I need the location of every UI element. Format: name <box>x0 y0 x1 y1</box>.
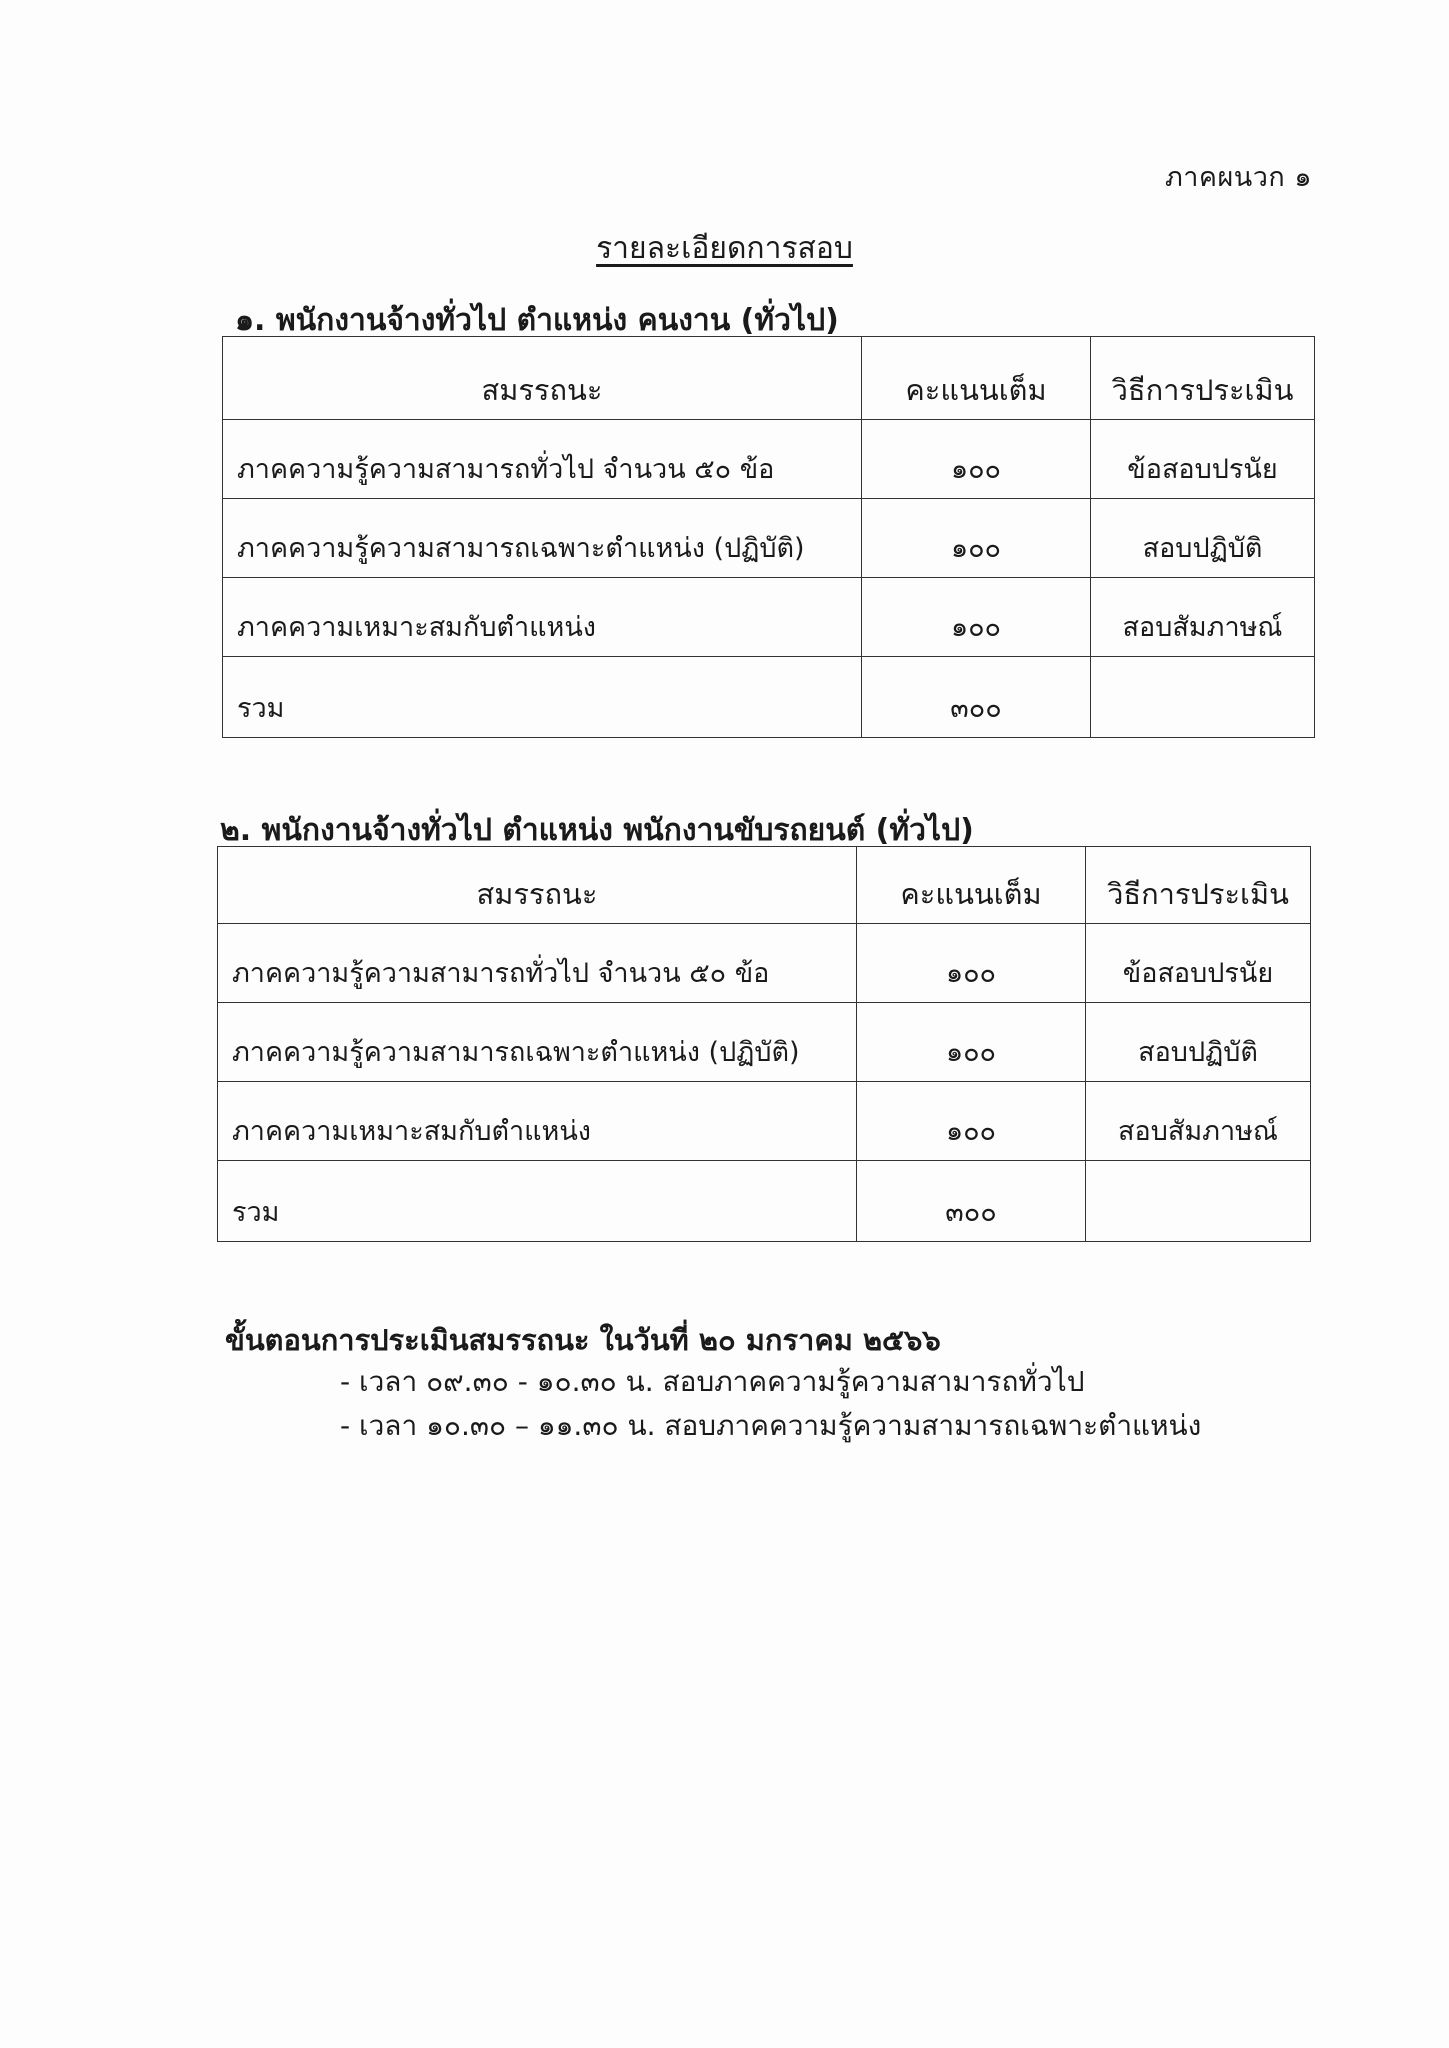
cell-competency: ภาคความรู้ความสามารถทั่วไป จำนวน ๕๐ ข้อ <box>218 924 857 1003</box>
section-1-heading: ๑. พนักงานจ้างทั่วไป ตำแหน่ง คนงาน (ทั่วไป) <box>235 303 839 338</box>
table-row <box>223 578 1315 657</box>
header-competency: สมรรถนะ <box>223 337 862 420</box>
cell-method: สอบสัมภาษณ์ <box>1086 1082 1311 1161</box>
cell-score: ๑๐๐ <box>857 1003 1086 1082</box>
cell-method: ข้อสอบปรนัย <box>1086 924 1311 1003</box>
header-method: วิธีการประเมิน <box>1086 847 1311 924</box>
schedule-heading: ขั้นตอนการประเมินสมรรถนะ ในวันที่ ๒๐ มกราคม ๒๕๖๖ <box>225 1323 941 1357</box>
cell-score: ๑๐๐ <box>862 578 1091 657</box>
header-method: วิธีการประเมิน <box>1091 337 1315 420</box>
cell-score: ๑๐๐ <box>857 924 1086 1003</box>
table-total-row <box>218 1161 1311 1242</box>
cell-method: สอบปฏิบัติ <box>1086 1003 1311 1082</box>
table-row <box>218 1003 1311 1082</box>
header-full-score: คะแนนเต็ม <box>857 847 1086 924</box>
table-row <box>223 420 1315 499</box>
cell-score: ๑๐๐ <box>857 1082 1086 1161</box>
table-row <box>223 499 1315 578</box>
cell-total-label: รวม <box>223 657 862 738</box>
schedule-item: - เวลา ๑๐.๓๐ – ๑๑.๓๐ น. สอบภาคความรู้ความสามารถเฉพาะตำแหน่ง <box>340 1409 1202 1442</box>
section-1-table <box>222 336 1315 738</box>
section-2-table <box>217 846 1311 1242</box>
table-header-row <box>223 337 1315 420</box>
cell-total-label: รวม <box>218 1161 857 1242</box>
annex-label: ภาคผนวก ๑ <box>1164 162 1312 193</box>
cell-method: ข้อสอบปรนัย <box>1091 420 1315 499</box>
table-row <box>218 1082 1311 1161</box>
section-2-heading: ๒. พนักงานจ้างทั่วไป ตำแหน่ง พนักงานขับรถยนต์ (ทั่วไป) <box>220 813 974 848</box>
cell-competency: ภาคความรู้ความสามารถเฉพาะตำแหน่ง (ปฏิบัติ) <box>218 1003 857 1082</box>
cell-score: ๑๐๐ <box>862 420 1091 499</box>
table-header-row <box>218 847 1311 924</box>
cell-total-method <box>1086 1161 1311 1242</box>
cell-total-method <box>1091 657 1315 738</box>
cell-competency: ภาคความเหมาะสมกับตำแหน่ง <box>223 578 862 657</box>
header-competency: สมรรถนะ <box>218 847 857 924</box>
cell-total-score: ๓๐๐ <box>862 657 1091 738</box>
header-full-score: คะแนนเต็ม <box>862 337 1091 420</box>
schedule-item: - เวลา ๐๙.๓๐ - ๑๐.๓๐ น. สอบภาคความรู้ความสามารถทั่วไป <box>340 1365 1085 1398</box>
cell-method: สอบสัมภาษณ์ <box>1091 578 1315 657</box>
document-title: รายละเอียดการสอบ <box>596 231 853 266</box>
cell-competency: ภาคความรู้ความสามารถทั่วไป จำนวน ๕๐ ข้อ <box>223 420 862 499</box>
cell-competency: ภาคความรู้ความสามารถเฉพาะตำแหน่ง (ปฏิบัติ) <box>223 499 862 578</box>
table-row <box>218 924 1311 1003</box>
cell-score: ๑๐๐ <box>862 499 1091 578</box>
table-total-row <box>223 657 1315 738</box>
cell-total-score: ๓๐๐ <box>857 1161 1086 1242</box>
cell-method: สอบปฏิบัติ <box>1091 499 1315 578</box>
cell-competency: ภาคความเหมาะสมกับตำแหน่ง <box>218 1082 857 1161</box>
